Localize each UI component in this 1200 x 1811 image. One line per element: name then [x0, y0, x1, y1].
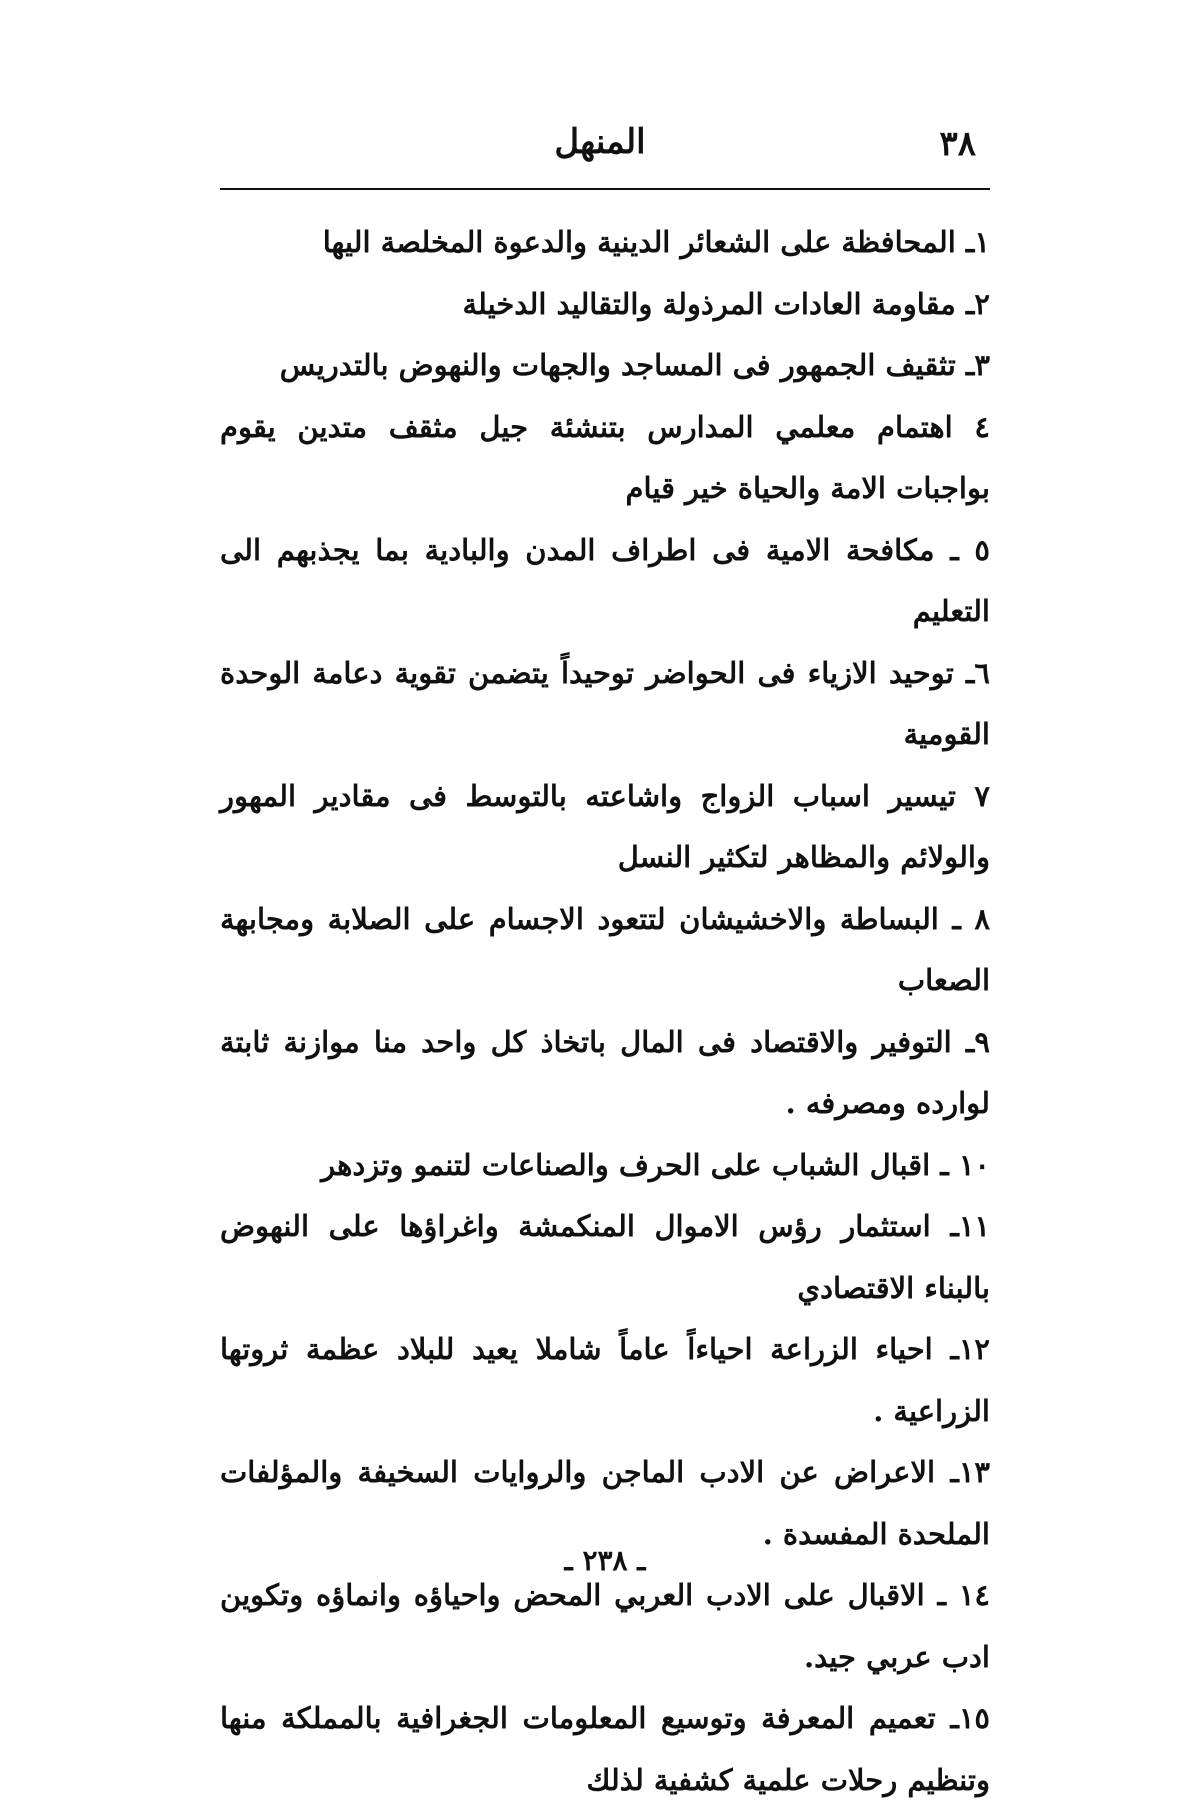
list-item-text: الاقبال على الادب العربي المحض واحياؤه وانماؤه وتكوين ادب عربي جيد. [220, 1578, 990, 1674]
list-item [220, 274, 990, 336]
list-item-text: التوفير والاقتصاد فى المال باتخاذ كل واحد منا موازنة ثابتة لوارده ومصرفه . [220, 1024, 990, 1120]
footer-page-number: ـ ٢٣٨ ـ [564, 1544, 646, 1577]
list-item-text: المحافظة على الشعائر الدينية والدعوة المخلصة اليها [322, 225, 956, 259]
page-header [220, 118, 980, 178]
list-item-number: ٣ـ [965, 348, 990, 382]
list-item-text: تعميم المعرفة وتوسيع المعلومات الجغرافية بالمملكة منها وتنظيم رحلات علمية كشفية لذلك [220, 1701, 990, 1797]
list-item [220, 1196, 990, 1319]
list-item-number: ٩ـ [965, 1024, 990, 1059]
list-item-text: توحيد الازياء فى الحواضر توحيداً يتضمن تقوية دعامة الوحدة القومية [220, 655, 990, 751]
list-item-text: مكافحة الامية فى اطراف المدن والبادية بما يجذبهم الى التعليم [220, 532, 990, 628]
list-item-text: اقبال الشباب على الحرف والصناعات لتنمو وتزدهر [321, 1147, 931, 1182]
list-item-text: مقاومة العادات المرذولة والتقاليد الدخيلة [462, 286, 956, 321]
list-item [220, 643, 990, 766]
header-divider [220, 188, 990, 190]
list-item-number: ٦ـ [965, 655, 990, 690]
running-title: المنهل [554, 122, 646, 162]
list-item-number: ١٤ ـ [937, 1578, 991, 1612]
list-item-number: ١٢ـ [950, 1332, 990, 1366]
list-item-number: ١ـ [965, 225, 990, 259]
list-item [220, 1319, 990, 1442]
list-item-text: استثمار رؤس الاموال المنكمشة واغراؤها على النهوض بالبناء الاقتصادي [220, 1209, 990, 1305]
list-item-number: ٧ [974, 778, 990, 813]
list-item [220, 397, 990, 520]
list-item [220, 1565, 990, 1688]
list-item-text: الاعراض عن الادب الماجن والروايات السخيفة والمؤلفات الملحدة المفسدة . [220, 1455, 990, 1551]
page-footer [220, 1544, 990, 1577]
list-item [220, 520, 990, 643]
list-item-number: ٢ـ [965, 286, 990, 321]
list-item-text: البساطة والاخشيشان لتتعود الاجسام على الصلابة ومجابهة الصعاب [220, 901, 990, 997]
list-item-number: ١١ـ [950, 1209, 990, 1243]
list-item-text: تيسير اسباب الزواج واشاعته بالتوسط فى مقادير المهور والولائم والمظاهر لتكثير النسل [220, 778, 990, 874]
list-item-text: تثقيف الجمهور فى المساجد والجهات والنهوض بالتدريس [279, 348, 956, 382]
list-item-number: ١٥ـ [950, 1701, 990, 1735]
list-item [220, 1012, 990, 1135]
list-item-number: ١٠ ـ [940, 1147, 990, 1182]
list-item-text: احياء الزراعة احياءاً عاماً شاملا يعيد للبلاد عظمة ثروتها الزراعية . [220, 1332, 990, 1428]
list-item-number: ٥ ـ [950, 532, 990, 567]
list-item [220, 212, 990, 274]
list-item [220, 1688, 990, 1811]
list-item [220, 889, 990, 1012]
list-item-number: ٨ ـ [952, 901, 990, 936]
list-item-number: ٤ [974, 409, 990, 444]
list-item [220, 766, 990, 889]
list-item [220, 335, 990, 397]
header-page-number: ٣٨ [939, 124, 976, 164]
list-item-text: اهتمام معلمي المدارس بتنشئة جيل مثقف متدين يقوم بواجبات الامة والحياة خير قيام [220, 409, 990, 505]
list-item-number: ١٣ـ [950, 1455, 990, 1489]
list-item [220, 1135, 990, 1197]
